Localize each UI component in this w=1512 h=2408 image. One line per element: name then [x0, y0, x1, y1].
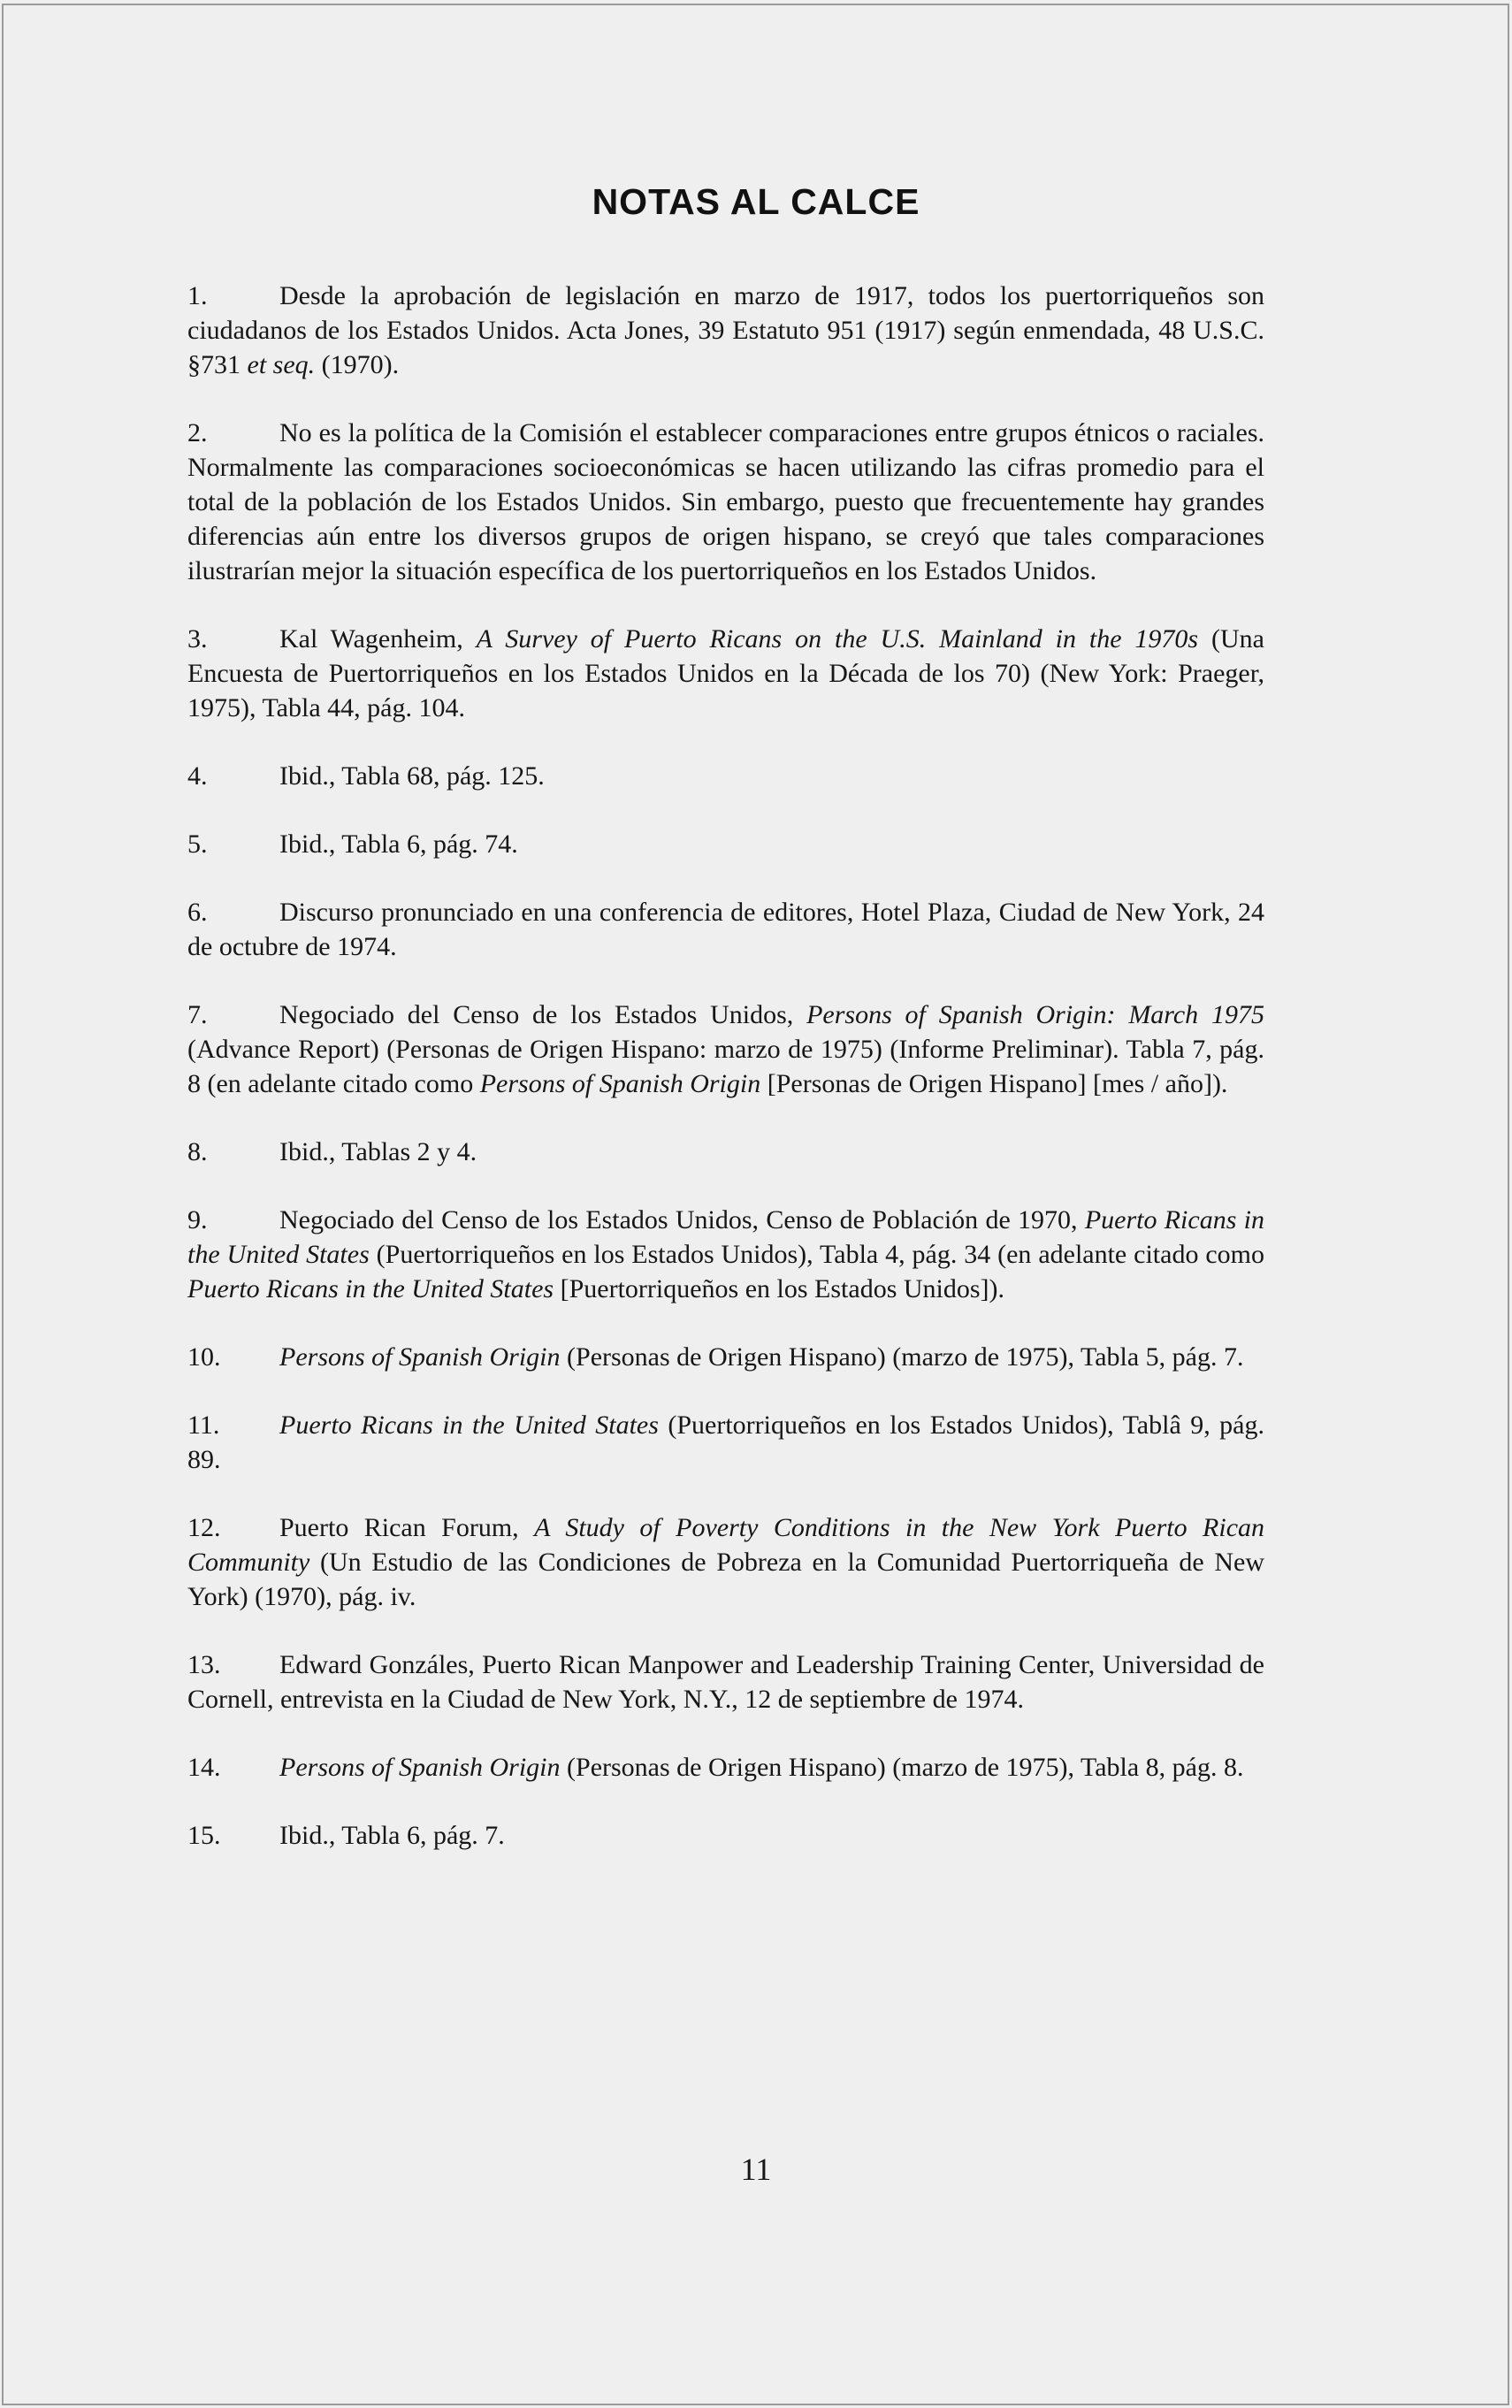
footnote-number: 4.	[187, 761, 208, 791]
footnote-title-italic: Persons of Spanish Origin	[479, 1069, 761, 1098]
footnote-number: 2.	[187, 418, 208, 447]
footnote-number: 14.	[187, 1753, 221, 1782]
footnote-text: Negociado del Censo de los Estados Unidos,	[279, 1000, 807, 1029]
footnote	[187, 622, 1264, 725]
footnote	[187, 1750, 1264, 1785]
footnote-text: Desde la aprobación de legislación en marzo de 1917, todos los puertorriqueños son ciudadanos de los Estados Unidos. Acta Jones, 39 Estatuto 951 (1917) según enmendada, 48 U.S.C. §731	[187, 281, 1264, 379]
footnote-text: No es la política de la Comisión el establecer comparaciones entre grupos étnicos o raciales. Normalmente las comparaciones socioeconómicas se hacen utilizando las cifras promedio para el total de la población de los Estados Unidos. Sin embargo, puesto que frecuentemente hay grandes diferencias aún entre los diversos grupos de origen hispano, se creyó que tales comparaciones ilustrarían mejor la situación específica de los puertorriqueños en los Estados Unidos.	[187, 418, 1264, 585]
footnote-text: (1970).	[315, 350, 400, 379]
footnote-text: Puerto Rican Forum,	[279, 1513, 535, 1542]
footnote-text: (Puertorriqueños en los Estados Unidos), Tabla 4, pág. 34 (en adelante citado como	[369, 1240, 1264, 1269]
footnote-title-italic: Persons of Spanish Origin	[279, 1753, 561, 1782]
footnote-title-italic: A Study of Poverty Conditions in the New York Puerto Rican Community	[187, 1513, 1265, 1577]
footnote	[187, 1818, 1264, 1853]
footnote-text: Ibid., Tabla 6, pág. 7.	[279, 1821, 505, 1850]
footnote	[187, 998, 1264, 1101]
footnote	[187, 416, 1264, 588]
footnote-number: 3.	[187, 624, 208, 654]
footnote-number: 5.	[187, 829, 208, 859]
footnote-number: 13.	[187, 1650, 221, 1679]
footnote-title-italic: Persons of Spanish Origin: March 1975	[806, 1000, 1264, 1029]
footnote-number: 1.	[187, 281, 208, 310]
footnote-text: Ibid., Tablas 2 y 4.	[279, 1137, 477, 1166]
footnote-number: 15.	[187, 1821, 221, 1850]
footnote-text: Discurso pronunciado en una conferencia de editores, Hotel Plaza, Ciudad de New York, 24 de octubre de 1974.	[187, 898, 1264, 961]
footnote-text: (Puertorriqueños en los Estados Unidos), Tablâ 9, pág. 89.	[187, 1410, 1264, 1474]
footnote-text: (Personas de Origen Hispano) (marzo de 1975), Tabla 5, pág. 7.	[560, 1342, 1244, 1372]
footnote-title-italic: Puerto Ricans in the United States	[187, 1205, 1264, 1269]
footnote-text: [Personas de Origen Hispano] [mes / año]).	[760, 1069, 1228, 1098]
footnote-number: 11.	[187, 1410, 220, 1440]
footnote	[187, 279, 1264, 382]
footnote-number: 12.	[187, 1513, 221, 1542]
footnote-title-italic: Puerto Ricans in the United States	[279, 1410, 659, 1440]
footnote-number: 9.	[187, 1205, 208, 1235]
footnote	[187, 895, 1264, 964]
footnote-text: (Personas de Origen Hispano) (marzo de 1975), Tabla 8, pág. 8.	[560, 1753, 1244, 1782]
footnote-text: Ibid., Tabla 6, pág. 74.	[279, 829, 518, 859]
footnote	[187, 827, 1264, 861]
footnote-number: 6.	[187, 898, 208, 927]
footnote-text: Kal Wagenheim,	[279, 624, 477, 654]
footnote	[187, 759, 1264, 793]
footnote	[187, 1135, 1264, 1169]
footnote-title-italic: Puerto Ricans in the United States	[187, 1274, 554, 1303]
footnote-text: (Un Estudio de las Condiciones de Pobreza en la Comunidad Puertorriqueña de New York) (1970), pág. iv.	[187, 1548, 1264, 1611]
footnote	[187, 1510, 1264, 1614]
footnote-title-italic: et seq.	[247, 350, 316, 379]
footnote-text: [Puertorriqueños en los Estados Unidos]).	[554, 1274, 1005, 1303]
footnote-text: (Advance Report) (Personas de Origen Hispano: marzo de 1975) (Informe Preliminar). Tabla 7, pág. 8 (en adelante citado como	[187, 1035, 1264, 1098]
footnote-text: Edward Gonzáles, Puerto Rican Manpower and Leadership Training Center, Universidad de Cornell, entrevista en la Ciudad de New York, N.Y., 12 de septiembre de 1974.	[187, 1650, 1264, 1714]
footnote-title-italic: A Survey of Puerto Ricans on the U.S. Mainland in the 1970s	[476, 624, 1199, 654]
footnote-text: Negociado del Censo de los Estados Unidos, Censo de Población de 1970,	[279, 1205, 1085, 1235]
footnote-text: (Una Encuesta de Puertorriqueños en los Estados Unidos en la Década de los 70) (New York: Praeger, 1975), Tabla 44, pág. 104.	[187, 624, 1264, 722]
footnote	[187, 1647, 1264, 1716]
page-title: NOTAS AL CALCE	[592, 181, 920, 222]
footnote-number: 10.	[187, 1342, 221, 1372]
footnote	[187, 1340, 1264, 1374]
footnote-title-italic: Persons of Spanish Origin	[279, 1342, 561, 1372]
footnotes-list	[187, 279, 1264, 1886]
footnote	[187, 1203, 1264, 1306]
footnote-text: Ibid., Tabla 68, pág. 125.	[279, 761, 545, 791]
footnote-number: 7.	[187, 1000, 208, 1029]
page-number: 11	[740, 2152, 772, 2187]
footnote	[187, 1408, 1264, 1477]
footnote-number: 8.	[187, 1137, 208, 1166]
